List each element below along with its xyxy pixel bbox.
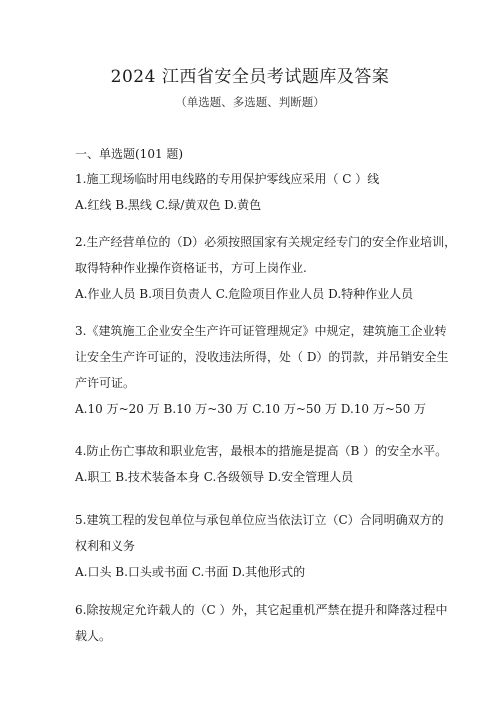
- question-5: [75, 507, 444, 585]
- question-text-line: 1.施工现场临时用电线路的专用保护零线应采用（ C ）线: [75, 172, 380, 186]
- question-text-line: 3.《建筑施工企业安全生产许可证管理规定》中规定，建筑施工企业转: [75, 324, 447, 338]
- question-3: [75, 318, 449, 422]
- question-text-line: 产许可证。: [75, 376, 136, 390]
- question-options: A.10 万~20 万 B.10 万~30 万 C.10 万~50 万 D.10 万~50 万: [75, 402, 427, 416]
- question-1: [75, 166, 437, 218]
- question-text-line: 6.除按规定允许载人的（C ）外，其它起重机严禁在提升和降落过程中: [75, 603, 448, 617]
- question-4: [75, 438, 448, 490]
- question-text-line: 5.建筑工程的发包单位与承包单位应当依法订立（C）合同明确双方的: [75, 513, 444, 527]
- section-heading: 一、单选题(101 题): [75, 147, 184, 161]
- question-2: [75, 229, 457, 307]
- question-text-line: 4.防止伤亡事故和职业危害，最根本的措施是提高（B ）的安全水平。: [75, 444, 448, 458]
- question-6: [75, 597, 448, 649]
- question-text-line: 2.生产经营单位的（D）必须按照国家有关规定经专门的安全作业培训，: [75, 235, 457, 249]
- question-text-line: 让安全生产许可证的，没收违法所得，处（ D）的罚款，并吊销安全生: [75, 350, 449, 364]
- document-subtitle: （单选题、多选题、判断题）: [175, 95, 325, 109]
- question-options: A.作业人员 B.项目负责人 C.危险项目作业人员 D.特种作业人员: [75, 287, 414, 301]
- question-options: A.红线 B.黑线 C.绿/黄双色 D.黄色: [75, 198, 262, 212]
- question-options: A.口头 B.口头或书面 C.书面 D.其他形式的: [75, 565, 306, 579]
- question-text-line: 取得特种作业操作资格证书，方可上岗作业.: [75, 261, 307, 275]
- question-options: A.职工 B.技术装备本身 C.各级领导 D.安全管理人员: [75, 470, 354, 484]
- document-title: 2024 江西省安全员考试题库及答案: [110, 67, 390, 87]
- question-text-line: 权利和义务: [75, 539, 136, 553]
- question-text-line: 载人。: [75, 629, 112, 643]
